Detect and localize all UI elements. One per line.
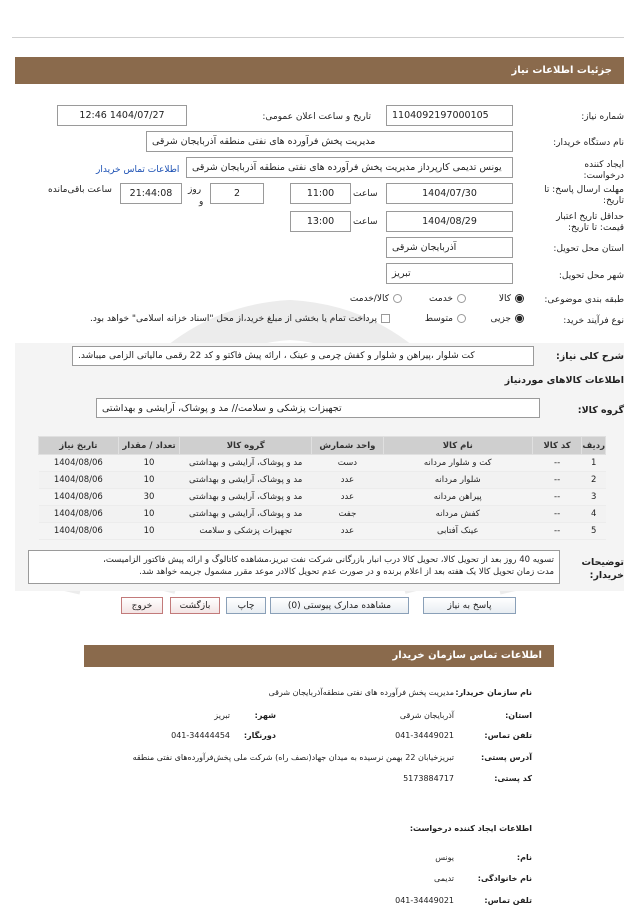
cell-code: -- [532, 523, 582, 540]
validity-label-1: حداقل تاریخ اعتبار [556, 212, 624, 222]
top-divider [12, 37, 624, 38]
contact-fax-value: 041-34444454 [171, 731, 230, 740]
cell-date: 1404/08/06 [39, 455, 119, 472]
table-row[interactable] [39, 455, 606, 472]
category-option-goods[interactable]: کالا [495, 294, 524, 304]
cell-code: -- [532, 489, 582, 506]
province-field[interactable]: آذربایجان شرقی [386, 237, 513, 258]
contact-phone-value: 041-34449021 [395, 731, 454, 740]
col-row: ردیف [582, 437, 606, 455]
col-group: گروه کالا [180, 437, 312, 455]
creator-field[interactable]: یونس تدیمی کارپرداز مدیریت پخش فرآورده های نفتی منطقه آذربایجان شرقی [186, 157, 513, 178]
cell-unit: جفت [312, 506, 384, 523]
announce-field[interactable]: 1404/07/27 12:46 [57, 105, 187, 126]
table-header-row [39, 437, 606, 455]
contact-city-label: شهر: [254, 711, 276, 720]
cell-group: مد و پوشاک، آرایشی و بهداشتی [180, 455, 312, 472]
validity-time-field[interactable]: 13:00 [290, 211, 351, 232]
reply-button[interactable]: پاسخ به نیاز [423, 597, 516, 614]
category-option-service[interactable]: خدمت [425, 294, 466, 304]
process-label: نوع فرآیند خرید: [563, 316, 624, 326]
cell-code: -- [532, 472, 582, 489]
attachments-button[interactable]: مشاهده مدارک پیوستی (0) [270, 597, 409, 614]
treasury-checkbox-row[interactable]: پرداخت تمام یا بخشی از مبلغ خرید،از محل "اسناد خزانه اسلامی" خواهد بود. [86, 314, 390, 324]
cell-date: 1404/08/06 [39, 489, 119, 506]
notes-field[interactable] [28, 550, 560, 584]
cell-unit: عدد [312, 523, 384, 540]
deadline-label-2: تاریخ: [603, 196, 624, 206]
buyer-org-field[interactable]: مدیریت پخش فرآورده های نفتی منطقه آذربایجان شرقی [146, 131, 513, 152]
cell-row: 2 [582, 472, 606, 489]
cell-name: کت و شلوار مردانه [383, 455, 532, 472]
goods-group-field[interactable]: تجهیزات پزشکی و سلامت// مد و پوشاک، آرایشی و بهداشتی [96, 398, 540, 418]
remaining-label: ساعت باقی‌مانده [48, 185, 112, 195]
cell-group: مد و پوشاک، آرایشی و بهداشتی [180, 506, 312, 523]
radio-selected-icon[interactable] [515, 294, 524, 303]
contact-section-header: اطلاعات تماس سازمان خریدار [84, 645, 554, 667]
table-row[interactable] [39, 489, 606, 506]
notes-label-2: خریدار: [589, 570, 624, 581]
creator-phone-value: 041-34449021 [395, 896, 454, 905]
creator-label-2: درخواست: [583, 171, 624, 181]
category-option-both[interactable]: کالا/خدمت [346, 294, 402, 304]
cell-code: -- [532, 455, 582, 472]
goods-table [38, 436, 606, 540]
cell-name: شلوار مردانه [383, 472, 532, 489]
creator-info-title: اطلاعات ایجاد کننده درخواست: [409, 824, 532, 833]
remaining-time-field[interactable]: 21:44:08 [120, 183, 182, 204]
radio-icon[interactable] [457, 314, 466, 323]
cell-group: مد و پوشاک، آرایشی و بهداشتی [180, 472, 312, 489]
goods-section-title: اطلاعات کالاهای موردنیاز [504, 375, 624, 386]
contact-province-label: استان: [505, 711, 532, 720]
cell-qty: 10 [118, 472, 180, 489]
goods-group-label: گروه کالا: [577, 405, 624, 416]
announce-label: تاریخ و ساعت اعلان عمومی: [262, 112, 371, 122]
page-header: جزئیات اطلاعات نیاز [15, 57, 624, 84]
contact-province-value: آذربایجان شرقی [399, 711, 454, 720]
city-label: شهر محل تحویل: [558, 271, 624, 281]
cell-date: 1404/08/06 [39, 523, 119, 540]
cell-unit: دست [312, 455, 384, 472]
validity-date-field[interactable]: 1404/08/29 [386, 211, 513, 232]
cell-qty: 10 [118, 455, 180, 472]
cell-row: 1 [582, 455, 606, 472]
notes-label-1: توضیحات [581, 557, 624, 568]
cell-date: 1404/08/06 [39, 472, 119, 489]
need-number-field[interactable]: 1104092197000105 [386, 105, 513, 126]
cell-name: پیراهن مردانه [383, 489, 532, 506]
radio-icon[interactable] [393, 294, 402, 303]
creator-last-name-label: نام خانوادگی: [477, 874, 532, 883]
cell-row: 3 [582, 489, 606, 506]
summary-label: شرح کلی نیاز: [555, 351, 624, 362]
col-unit: واحد شمارش [312, 437, 384, 455]
validity-label-2: قیمت: تا تاریخ: [568, 223, 624, 233]
notes-line-2: مدت زمان تحویل کالا یک هفته بعد از اعلام برنده و در صورت عدم تحویل کالادر موعد مقرر مشمول جریمه خواهد شد. [139, 567, 554, 577]
cell-qty: 10 [118, 506, 180, 523]
creator-first-name-label: نام: [516, 853, 532, 862]
radio-selected-icon[interactable] [515, 314, 524, 323]
creator-phone-label: تلفن تماس: [484, 896, 532, 905]
contact-city-value: تبریز [214, 711, 230, 720]
cell-name: کفش مردانه [383, 506, 532, 523]
contact-org-value: مدیریت پخش فرآورده های نفتی منطقه‌آذربایجان شرقی [268, 688, 454, 697]
creator-first-name-value: یونس [435, 853, 454, 862]
cell-group: مد و پوشاک، آرایشی و بهداشتی [180, 489, 312, 506]
table-row[interactable] [39, 506, 606, 523]
cell-group: تجهیزات پزشکی و سلامت [180, 523, 312, 540]
col-qty: تعداد / مقدار [118, 437, 180, 455]
exit-button[interactable]: خروج [121, 597, 163, 614]
validity-time-label: ساعت [353, 217, 378, 227]
summary-field[interactable]: کت شلوار ،پیراهن و شلوار و کفش چرمی و عینک ، ارائه پیش فاکتو و کد 22 رقمی مالیاتی الزامی میباشد. [72, 346, 534, 366]
cell-qty: 10 [118, 523, 180, 540]
contact-fax-label: دورنگار: [243, 731, 276, 740]
days-label: روز [188, 185, 202, 195]
province-label: استان محل تحویل: [553, 244, 624, 254]
deadline-time-label: ساعت [353, 189, 378, 199]
contact-postal-value: 5173884717 [403, 774, 454, 783]
cell-date: 1404/08/06 [39, 506, 119, 523]
contact-phone-label: تلفن تماس: [484, 731, 532, 740]
cell-code: -- [532, 506, 582, 523]
contact-org-label: نام سازمان خریدار: [455, 688, 532, 697]
days-field[interactable]: 2 [210, 183, 264, 204]
contact-postal-label: کد پستی: [494, 774, 532, 783]
deadline-date-field[interactable]: 1404/07/30 [386, 183, 513, 204]
process-option-medium[interactable]: متوسط [421, 314, 466, 324]
goods-table-wrap [38, 436, 606, 540]
deadline-label-1: مهلت ارسال پاسخ: تا [544, 185, 624, 195]
col-code: کد کالا [532, 437, 582, 455]
cell-row: 5 [582, 523, 606, 540]
category-label: طبقه بندی موضوعی: [544, 295, 624, 305]
checkbox-icon[interactable] [381, 314, 390, 323]
cell-unit: عدد [312, 472, 384, 489]
cell-row: 4 [582, 506, 606, 523]
radio-icon[interactable] [457, 294, 466, 303]
contact-address-label: آدرس پستی: [481, 753, 532, 762]
process-option-minor[interactable]: جزیی [486, 314, 524, 324]
table-row[interactable] [39, 523, 606, 540]
table-row[interactable] [39, 472, 606, 489]
buyer-org-label: نام دستگاه خریدار: [553, 138, 624, 148]
creator-last-name-value: تدیمی [434, 874, 454, 883]
col-date: تاریخ نیاز [39, 437, 119, 455]
print-button[interactable]: چاپ [226, 597, 266, 614]
cell-name: عینک آفتابی [383, 523, 532, 540]
need-number-label: شماره نیاز: [581, 112, 624, 122]
creator-label-1: ایجاد کننده [584, 160, 624, 170]
city-field[interactable]: تبریز [386, 263, 513, 284]
notes-line-1: تسویه 40 روز بعد از تحویل کالا، تحویل کالا درب انبار بازرگانی شرکت نفت تبریز،مشاهده کاتالوگ و ارائه پیش فاکتور الزامیست، [103, 555, 554, 565]
cell-unit: عدد [312, 489, 384, 506]
and-label: و [199, 197, 204, 207]
deadline-time-field[interactable]: 11:00 [290, 183, 351, 204]
col-name: نام کالا [383, 437, 532, 455]
back-button[interactable]: بازگشت [170, 597, 220, 614]
cell-qty: 30 [118, 489, 180, 506]
contact-address-value: تبریزخیابان 22 بهمن نرسیده به میدان جهاد(نصف راه) شرکت ملی پخش‌فرآورده‌های نفتی منطقه [132, 753, 454, 762]
buyer-contact-link[interactable]: اطلاعات تماس خریدار [96, 165, 180, 175]
